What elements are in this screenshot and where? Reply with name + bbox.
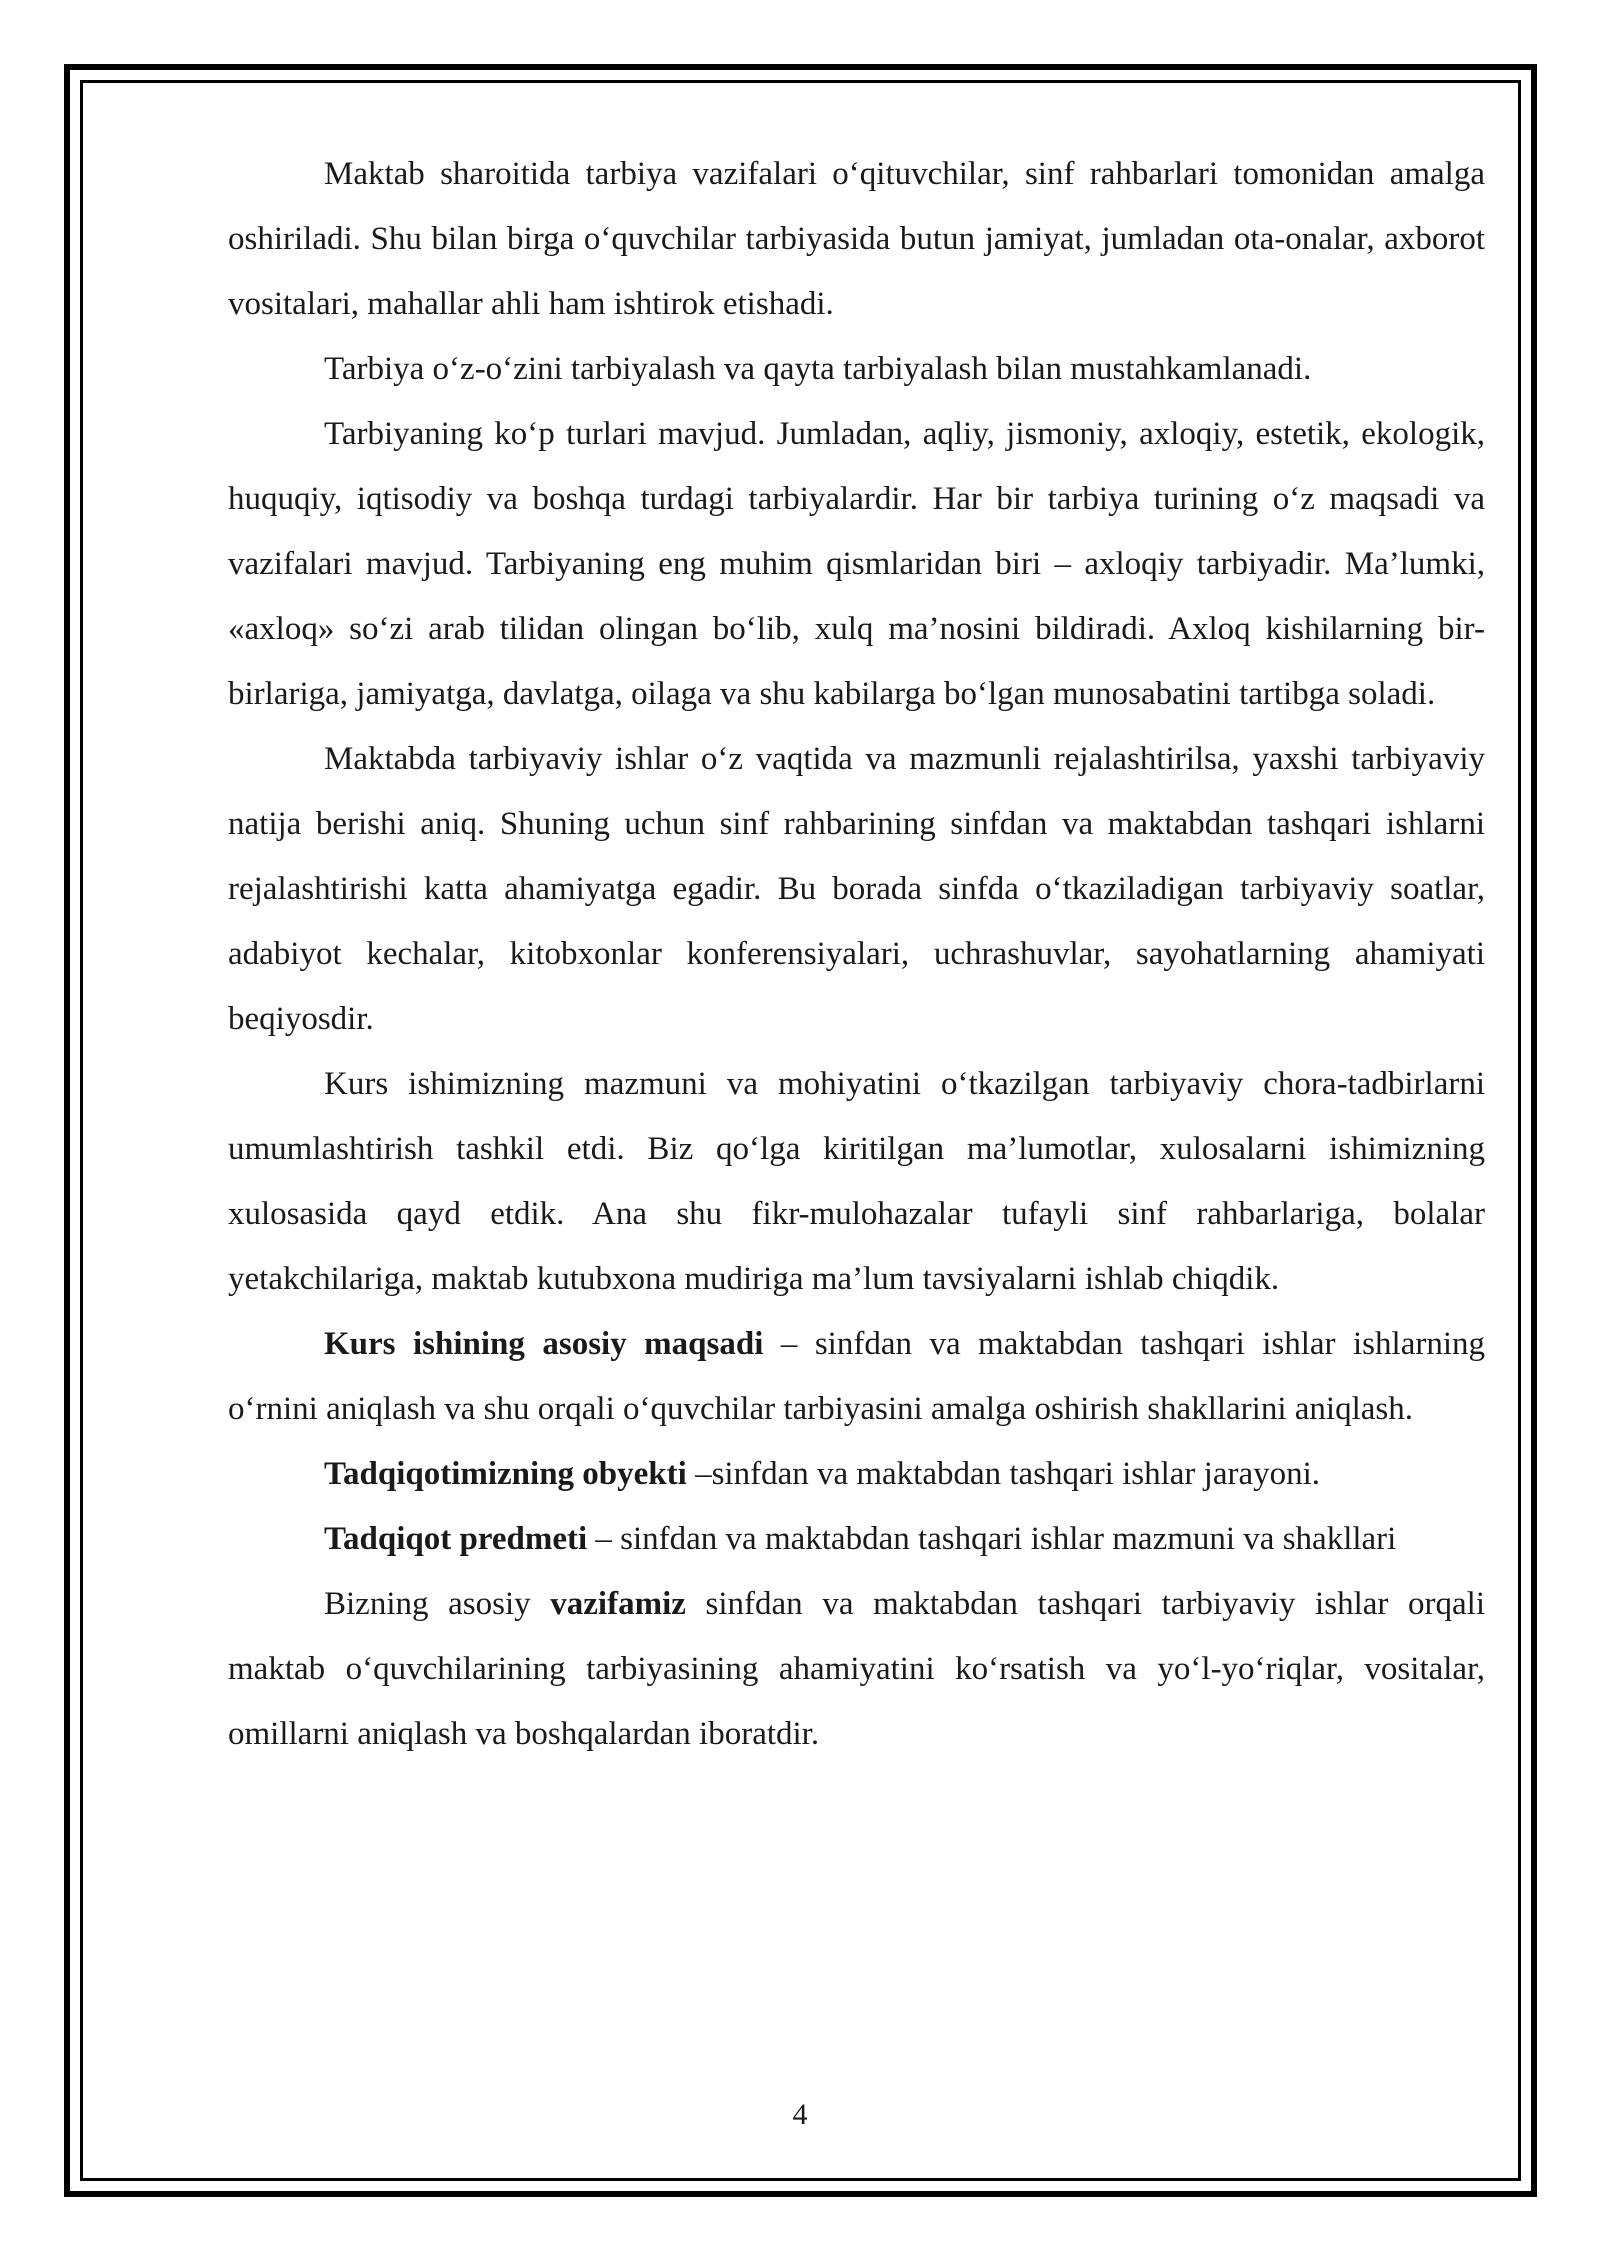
paragraph-text: Maktabda tarbiyaviy ishlar o‘z vaqtida va mazmunli rejalashtirilsa, yaxshi tarbiyaviy natija berishi aniq. Shuning uchun sinf rahbarining sinfdan va maktabdan tashqari ishlarni rejalashtirishi katta ahamiyatga egadir. Bu borada sinfda o‘tkaziladigan tarbiyaviy soatlar, adabiyot kechalar, kitobxonlar konferensiyalari, uchrashuvlar, sayohatlarning ahamiyati beqiyosdir. [228,741,1485,1037]
paragraph-1 [228,142,1485,337]
object-heading: Tadqiqotimizning obyekti [324,1456,687,1492]
paragraph-5 [228,1052,1485,1312]
paragraph-goal [228,1312,1485,1442]
paragraph-text: Tarbiyaning ko‘p turlari mavjud. Jumladan, aqliy, jismoniy, axloqiy, estetik, ekologik, huquqiy, iqtisodiy va boshqa turdagi tarbiyalardir. Har bir tarbiya turining o‘z maqsadi va vazifalari mavjud. Tarbiyaning eng muhim qismlaridan biri – axloqiy tarbiyadir. Ma’lumki, «axloq» so‘zi arab tilidan olingan bo‘lib, xulq ma’nosini bildiradi. Axloq kishilarning bir-birlariga, jamiyatga, davlatga, oilaga va shu kabilarga bo‘lgan munosabatini tartibga soladi. [228,416,1485,712]
goal-heading: Kurs ishining asosiy maqsadi [324,1326,764,1362]
paragraph-text: – sinfdan va maktabdan tashqari ishlar mazmuni va shakllari [587,1521,1397,1557]
paragraph-text: Kurs ishimizning mazmuni va mohiyatini o‘tkazilgan tarbiyaviy chora-tadbirlarni umumlashtirish tashkil etdi. Biz qo‘lga kiritilgan ma’lumotlar, xulosalarni ishimizning xulosasida qayd etdik. Ana shu fikr-mulohazalar tufayli sinf rahbarlariga, bolalar yetakchilariga, maktab kutubxona mudiriga ma’lum tavsiyalarni ishlab chiqdik. [228,1066,1485,1297]
paragraph-object [228,1442,1485,1507]
document-body [228,142,1485,1767]
paragraph-task [228,1572,1485,1767]
paragraph-text: Tarbiya o‘z-o‘zini tarbiyalash va qayta tarbiyalash bilan mustahkamlanadi. [324,351,1312,387]
paragraph-3 [228,402,1485,727]
paragraph-text: –sinfdan va maktabdan tashqari ishlar jarayoni. [686,1456,1321,1492]
subject-heading: Tadqiqot predmeti [324,1521,588,1557]
paragraph-2 [228,337,1485,402]
paragraph-subject [228,1507,1485,1572]
paragraph-4 [228,727,1485,1052]
paragraph-text: – sinfdan va maktabdan tashqari ishlar ishlarning o‘rnini aniqlash va shu orqali o‘quvchilar tarbiyasini amalga oshirish shakllarini aniqlash. [228,1326,1485,1427]
paragraph-text: Maktab sharoitida tarbiya vazifalari o‘qituvchilar, sinf rahbarlari tomonidan amalga oshiriladi. Shu bilan birga o‘quvchilar tarbiyasida butun jamiyat, jumladan ota-onalar, axborot vositalari, mahallar ahli ham ishtirok etishadi. [228,156,1485,322]
task-heading: vazifamiz [550,1586,686,1622]
paragraph-text-before: Bizning asosiy [324,1586,551,1622]
paragraph-text: sinfdan va maktabdan tashqari tarbiyaviy ishlar orqali maktab o‘quvchilarining tarbiyasining ahamiyatini ko‘rsatish va yo‘l-yo‘riqlar, vositalar, omillarni aniqlash va boshqalardan iboratdir. [228,1586,1485,1752]
page-number: 4 [792,2098,808,2131]
